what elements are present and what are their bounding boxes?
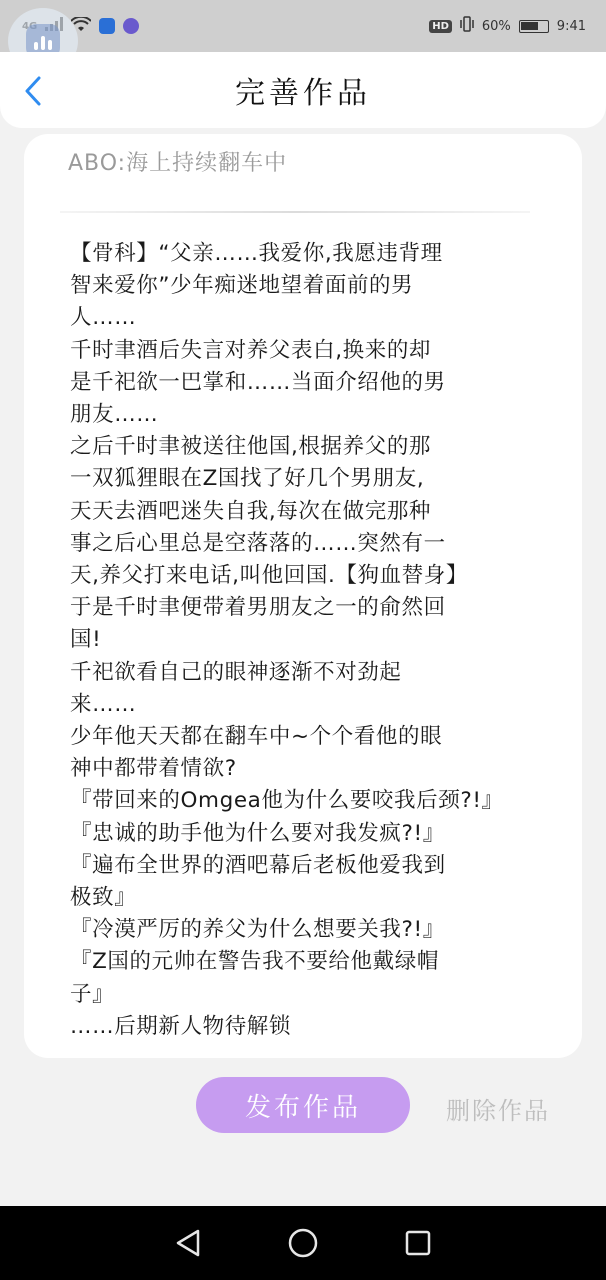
battery-percent: 60% xyxy=(481,18,511,34)
circle-home-icon xyxy=(287,1227,319,1259)
description-line: 【骨科】“父亲……我爱你,我愿违背理 xyxy=(70,241,443,266)
description-line: 天,养父打来电话,叫他回国.【狗血替身】 xyxy=(70,563,469,589)
description-line: 『带回来的Omgea他为什么要咬我后颈?!』 xyxy=(70,788,504,814)
description-line: 人…… xyxy=(70,305,137,331)
description-line: 『忠诚的助手他为什么要对我发疯?!』 xyxy=(70,820,445,846)
page-title: 完善作品 xyxy=(235,76,371,111)
description-line: 子』 xyxy=(70,981,115,1007)
header xyxy=(0,52,606,128)
work-title[interactable]: ABO:海上持续翻车中 xyxy=(68,151,288,176)
navigation-bar xyxy=(0,1206,606,1280)
description-line: 于是千时聿便带着男朋友之一的俞然回 xyxy=(70,595,446,621)
description-line: 一双狐狸眼在Z国找了好几个男朋友, xyxy=(70,466,425,492)
status-bar xyxy=(0,0,606,52)
description-line: 千祀欲看自己的眼神逐渐不对劲起 xyxy=(70,659,402,685)
description-line: 是千祀欲一巴掌和……当面介绍他的男 xyxy=(70,369,446,395)
description-line: 智来爱你”少年痴迷地望着面前的男 xyxy=(70,273,414,299)
work-card xyxy=(24,134,582,1058)
description-line: 『Z国的元帅在警告我不要给他戴绿帽 xyxy=(70,949,439,975)
nav-recents-button[interactable] xyxy=(398,1223,438,1263)
status-right xyxy=(429,16,586,36)
description-line: 千时聿酒后失言对养父表白,换来的却 xyxy=(70,337,432,363)
music-app-icon xyxy=(123,18,139,34)
description-line: 『冷漠严厉的养父为什么想要关我?!』 xyxy=(70,917,445,943)
nav-back-button[interactable] xyxy=(168,1223,208,1263)
hd-icon: HD xyxy=(429,20,452,33)
vibrate-icon xyxy=(460,16,474,36)
description-line: 朋友…… xyxy=(70,402,159,428)
description-line: 极致』 xyxy=(70,885,137,911)
description-line: ……后期新人物待解锁 xyxy=(70,1013,292,1039)
work-description[interactable] xyxy=(70,238,540,1043)
description-line: 天天去酒吧迷失自我,每次在做完那种 xyxy=(70,498,432,524)
shield-app-icon xyxy=(99,18,115,34)
battery-icon xyxy=(519,20,549,33)
triangle-back-icon xyxy=(174,1228,202,1258)
clock: 9:41 xyxy=(556,18,586,34)
description-line: 神中都带着情欲? xyxy=(70,756,237,782)
description-line: 来…… xyxy=(70,691,137,717)
divider xyxy=(60,211,530,213)
description-line: 事之后心里总是空落落的……突然有一 xyxy=(70,530,446,556)
nav-home-button[interactable] xyxy=(283,1223,323,1263)
description-line: 国! xyxy=(70,627,102,653)
description-line: 『遍布全世界的酒吧幕后老板他爱我到 xyxy=(70,852,446,878)
description-line: 少年他天天都在翻车中~个个看他的眼 xyxy=(70,724,443,750)
chevron-left-icon xyxy=(22,75,44,107)
back-button[interactable] xyxy=(18,74,48,108)
description-line: 之后千时聿被送往他国,根据养父的那 xyxy=(70,434,432,460)
delete-button[interactable]: 删除作品 xyxy=(446,1090,576,1126)
square-recents-icon xyxy=(404,1229,432,1257)
publish-button[interactable]: 发布作品 xyxy=(196,1077,410,1133)
